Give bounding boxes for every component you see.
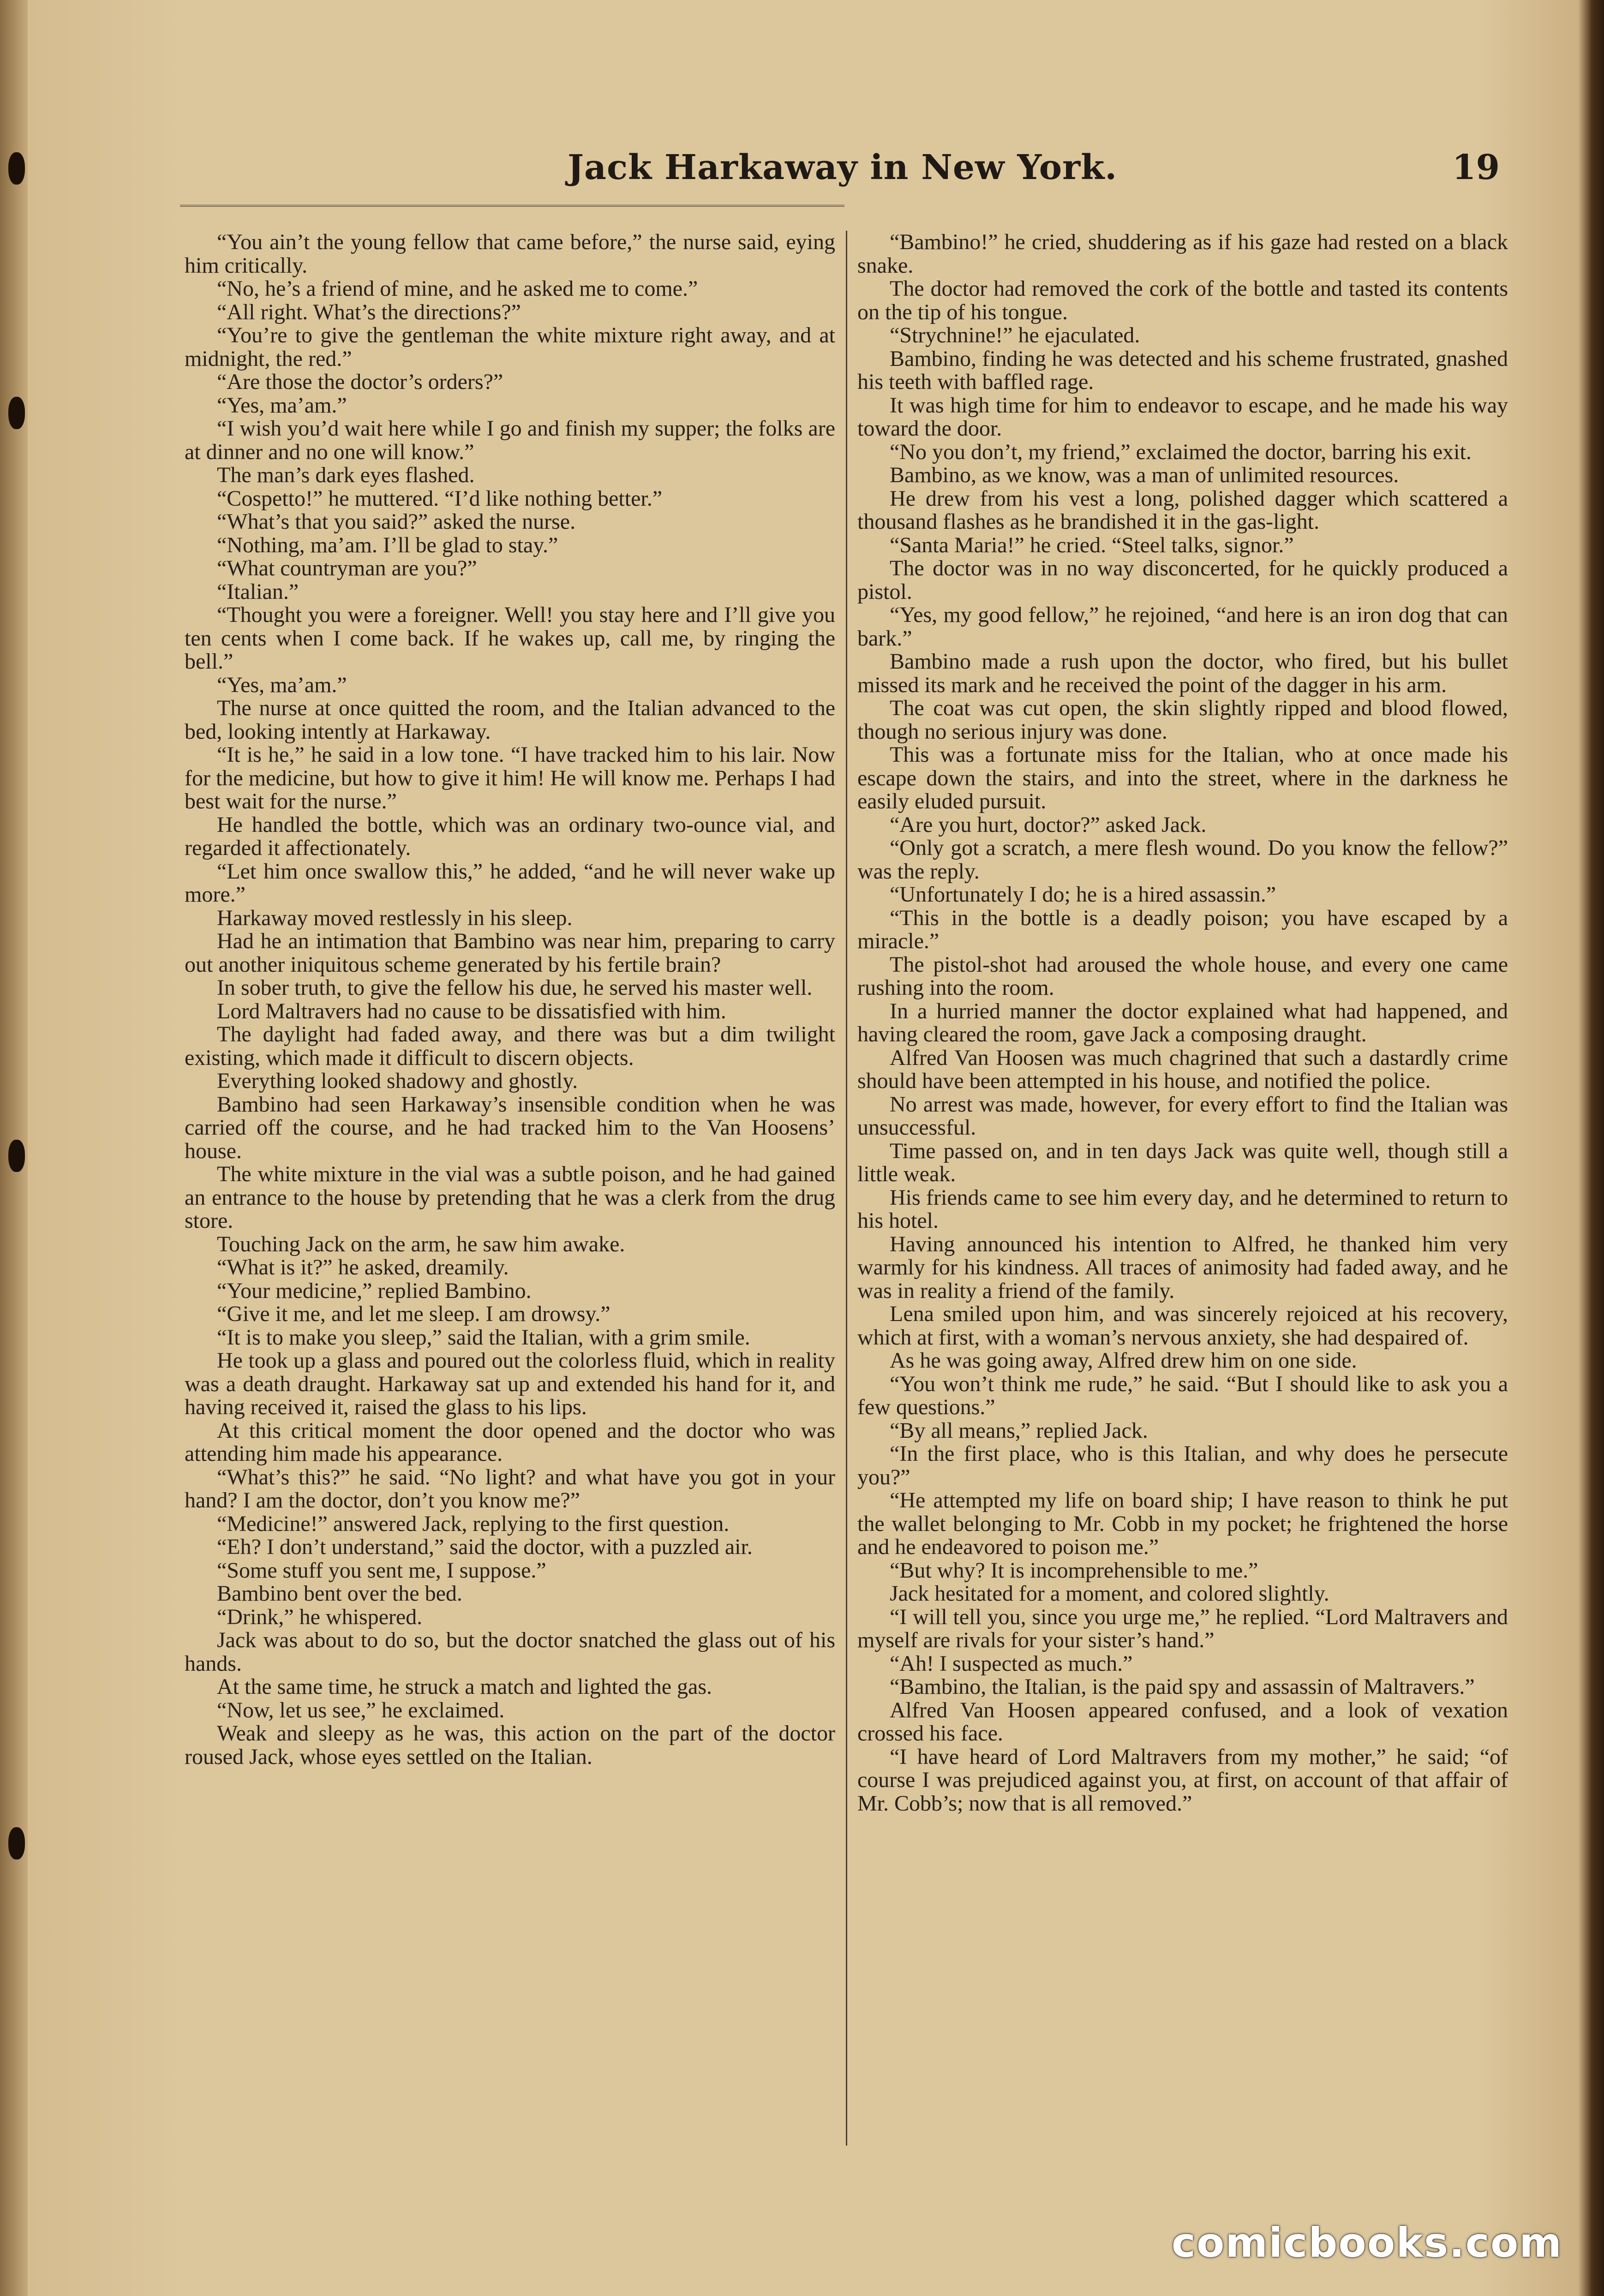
- paragraph: The doctor had removed the cork of the bottle and tasted its contents on the tip of his tongue.: [857, 276, 1508, 324]
- paragraph: “What’s this?” he said. “No light? and what have you got in your hand? I am the doctor, don’t you know me?”: [185, 1465, 835, 1513]
- binding-hole: [8, 397, 25, 429]
- paragraph: In a hurried manner the doctor explained what had happened, and having cleared the room, gave Jack a composing draught.: [857, 999, 1508, 1046]
- paragraph: He handled the bottle, which was an ordinary two-ounce vial, and regarded it affectionately.: [185, 812, 835, 860]
- paragraph: Time passed on, and in ten days Jack was quite well, though still a little weak.: [857, 1138, 1508, 1186]
- paragraph: “Italian.”: [217, 579, 299, 604]
- paragraph: The daylight had faded away, and there was but a dim twilight existing, which made it difficult to discern objects.: [185, 1022, 835, 1070]
- paragraph: The pistol-shot had aroused the whole house, and every one came rushing into the room.: [857, 952, 1508, 1000]
- paragraph: “Some stuff you sent me, I suppose.”: [217, 1558, 546, 1583]
- paragraph: “Yes, ma’am.”: [217, 393, 347, 418]
- paragraph: “Now, let us see,” he exclaimed.: [217, 1698, 505, 1722]
- paragraph: “No you don’t, my friend,” exclaimed the doctor, barring his exit.: [890, 439, 1472, 464]
- paragraph: Alfred Van Hoosen was much chagrined that such a dastardly crime should have been attempted in his house, and notified the police.: [857, 1045, 1508, 1093]
- paragraph: “Nothing, ma’am. I’ll be glad to stay.”: [217, 532, 558, 557]
- paragraph: “Let him once swallow this,” he added, “and he will never wake up more.”: [185, 859, 835, 907]
- paragraph: “Are those the doctor’s orders?”: [217, 370, 503, 394]
- paragraph: “Your medicine,” replied Bambino.: [217, 1278, 532, 1303]
- paragraph: Lena smiled upon him, and was sincerely rejoiced at his recovery, which at first, with a woman’s nervous anxiety, she had despaired of.: [857, 1302, 1508, 1350]
- paragraph: The doctor was in no way disconcerted, for he quickly produced a pistol.: [857, 556, 1508, 604]
- paragraph: “Strychnine!” he ejaculated.: [890, 323, 1140, 347]
- paragraph: At the same time, he struck a match and lighted the gas.: [217, 1674, 712, 1699]
- paragraph: The white mixture in the vial was a subtle poison, and he had gained an entrance to the house by pretending that he was a clerk from the drug store.: [185, 1162, 835, 1233]
- paragraph: He drew from his vest a long, polished dagger which scattered a thousand flashes as he brandished it in the gas-light.: [857, 486, 1508, 534]
- paragraph: Lord Maltravers had no cause to be dissatisfied with him.: [217, 999, 726, 1023]
- paragraph: Harkaway moved restlessly in his sleep.: [217, 905, 573, 930]
- page-spine-edge: [0, 0, 28, 2296]
- paragraph: “Drink,” he whispered.: [217, 1604, 423, 1629]
- paragraph: “This in the bottle is a deadly poison; you have escaped by a miracle.”: [857, 905, 1508, 953]
- paragraph: Everything looked shadowy and ghostly.: [217, 1069, 578, 1093]
- paragraph: “Are you hurt, doctor?” asked Jack.: [890, 812, 1207, 837]
- page-number: 19: [1452, 148, 1500, 187]
- paragraph: The nurse at once quitted the room, and the Italian advanced to the bed, looking intently at Harkaway.: [185, 696, 835, 744]
- text-column-right: [857, 231, 1508, 2164]
- paragraph: Alfred Van Hoosen appeared confused, and a look of vexation crossed his face.: [857, 1698, 1508, 1746]
- paragraph: “Ah! I suspected as much.”: [890, 1651, 1133, 1676]
- header-rule: [180, 205, 844, 207]
- paragraph: “What countryman are you?”: [217, 556, 477, 580]
- paragraph: “I have heard of Lord Maltravers from my mother,” he said; “of course I was prejudiced against you, at first, on account of that affair of Mr. Cobb’s; now that is all removed.”: [857, 1744, 1508, 1816]
- paragraph: “Eh? I don’t understand,” said the doctor, with a puzzled air.: [217, 1535, 753, 1559]
- paragraph: “He attempted my life on board ship; I have reason to think he put the wallet belonging to Mr. Cobb in my pocket; he frightened the horse and he endeavored to poison me.”: [857, 1488, 1508, 1559]
- running-header: [461, 148, 1523, 203]
- paragraph: Bambino bent over the bed.: [217, 1581, 462, 1606]
- column-divider: [846, 231, 847, 2146]
- paragraph: “It is to make you sleep,” said the Italian, with a grim smile.: [217, 1325, 750, 1350]
- paragraph: Bambino made a rush upon the doctor, who fired, but his bullet missed its mark and he received the point of the dagger in his arm.: [857, 649, 1508, 697]
- binding-hole: [8, 152, 25, 185]
- paragraph: Had he an intimation that Bambino was near him, preparing to carry out another iniquitous scheme generated by his fertile brain?: [185, 929, 835, 977]
- paragraph: “Cospetto!” he muttered. “I’d like nothing better.”: [217, 486, 663, 511]
- paragraph: “No, he’s a friend of mine, and he asked me to come.”: [217, 276, 698, 301]
- paragraph: “What’s that you said?” asked the nurse.: [217, 509, 576, 534]
- paragraph: “I will tell you, since you urge me,” he replied. “Lord Maltravers and myself are rivals for your sister’s hand.”: [857, 1604, 1508, 1652]
- paragraph: Bambino, as we know, was a man of unlimited resources.: [890, 463, 1399, 487]
- paragraph: In sober truth, to give the fellow his due, he served his master well.: [217, 975, 813, 1000]
- paragraph: “It is he,” he said in a low tone. “I have tracked him to his lair. Now for the medicine, but how to give it him! He will know me. Perhaps I had best wait for the nurse.”: [185, 742, 835, 813]
- text-column-left: [185, 231, 835, 2164]
- paragraph: “Thought you were a foreigner. Well! you stay here and I’ll give you ten cents when I come back. If he wakes up, call me, by ringing the bell.”: [185, 603, 835, 674]
- paragraph: Weak and sleepy as he was, this action on the part of the doctor roused Jack, whose eyes settled on the Italian.: [185, 1721, 835, 1769]
- paragraph: The coat was cut open, the skin slightly ripped and blood flowed, though no serious injury was done.: [857, 696, 1508, 744]
- paragraph: No arrest was made, however, for every effort to find the Italian was unsuccessful.: [857, 1092, 1508, 1140]
- paragraph: This was a fortunate miss for the Italian, who at once made his escape down the stairs, and into the street, where in the darkness he easily eluded pursuit.: [857, 742, 1508, 813]
- binding-hole: [8, 1827, 25, 1860]
- paragraph: “Santa Maria!” he cried. “Steel talks, signor.”: [890, 532, 1294, 557]
- paragraph: Jack was about to do so, but the doctor snatched the glass out of his hands.: [185, 1628, 835, 1676]
- running-title: Jack Harkaway in New York.: [568, 148, 1118, 187]
- paragraph: “You ain’t the young fellow that came before,” the nurse said, eying him critically.: [185, 231, 835, 278]
- paragraph: Jack hesitated for a moment, and colored slightly.: [890, 1581, 1329, 1606]
- paragraph: “You’re to give the gentleman the white mixture right away, and at midnight, the red.”: [185, 323, 835, 371]
- paragraph: “Only got a scratch, a mere flesh wound. Do you know the fellow?” was the reply.: [857, 836, 1508, 884]
- paragraph: “Bambino!” he cried, shuddering as if his gaze had rested on a black snake.: [857, 231, 1508, 278]
- paragraph: As he was going away, Alfred drew him on one side.: [890, 1348, 1357, 1373]
- paragraph: “What is it?” he asked, dreamily.: [217, 1255, 509, 1280]
- paragraph: “But why? It is incomprehensible to me.”: [890, 1558, 1258, 1583]
- paragraph: “Bambino, the Italian, is the paid spy and assassin of Maltravers.”: [890, 1674, 1475, 1699]
- paragraph: Touching Jack on the arm, he saw him awake.: [217, 1232, 625, 1256]
- paragraph: He took up a glass and poured out the colorless fluid, which in reality was a death draught. Harkaway sat up and extended his hand for it, and having received it, raised the glass to his lips.: [185, 1348, 835, 1419]
- paragraph: “Unfortunately I do; he is a hired assassin.”: [890, 882, 1276, 907]
- paragraph: “All right. What’s the directions?”: [217, 299, 521, 324]
- paragraph: It was high time for him to endeavor to escape, and he made his way toward the door.: [857, 393, 1508, 441]
- paragraph: “Yes, my good fellow,” he rejoined, “and here is an iron dog that can bark.”: [857, 603, 1508, 651]
- paragraph: “You won’t think me rude,” he said. “But I should like to ask you a few questions.”: [857, 1371, 1508, 1419]
- paragraph: “Give it me, and let me sleep. I am drowsy.”: [217, 1302, 610, 1326]
- binding-hole: [8, 1140, 25, 1172]
- paragraph: Having announced his intention to Alfred, he thanked him very warmly for his kindness. All traces of animosity had faded away, and he was in reality a friend of the family.: [857, 1232, 1508, 1303]
- paragraph: “I wish you’d wait here while I go and finish my supper; the folks are at dinner and no one will know.”: [185, 416, 835, 464]
- paragraph: His friends came to see him every day, and he determined to return to his hotel.: [857, 1185, 1508, 1233]
- watermark-logo: comicbooks.com: [1171, 2219, 1562, 2266]
- paragraph: Bambino, finding he was detected and his scheme frustrated, gnashed his teeth with baffled rage.: [857, 346, 1508, 394]
- paragraph: “By all means,” replied Jack.: [890, 1418, 1148, 1443]
- paragraph: “Yes, ma’am.”: [217, 672, 347, 697]
- paragraph: “Medicine!” answered Jack, replying to the first question.: [217, 1511, 730, 1536]
- paragraph: Bambino had seen Harkaway’s insensible condition when he was carried off the course, and he had tracked him to the Van Hoosens’ house.: [185, 1092, 835, 1163]
- paragraph: The man’s dark eyes flashed.: [217, 463, 475, 487]
- paragraph: At this critical moment the door opened and the doctor who was attending him made his appearance.: [185, 1418, 835, 1466]
- paragraph: “In the first place, who is this Italian, and why does he persecute you?”: [857, 1441, 1508, 1489]
